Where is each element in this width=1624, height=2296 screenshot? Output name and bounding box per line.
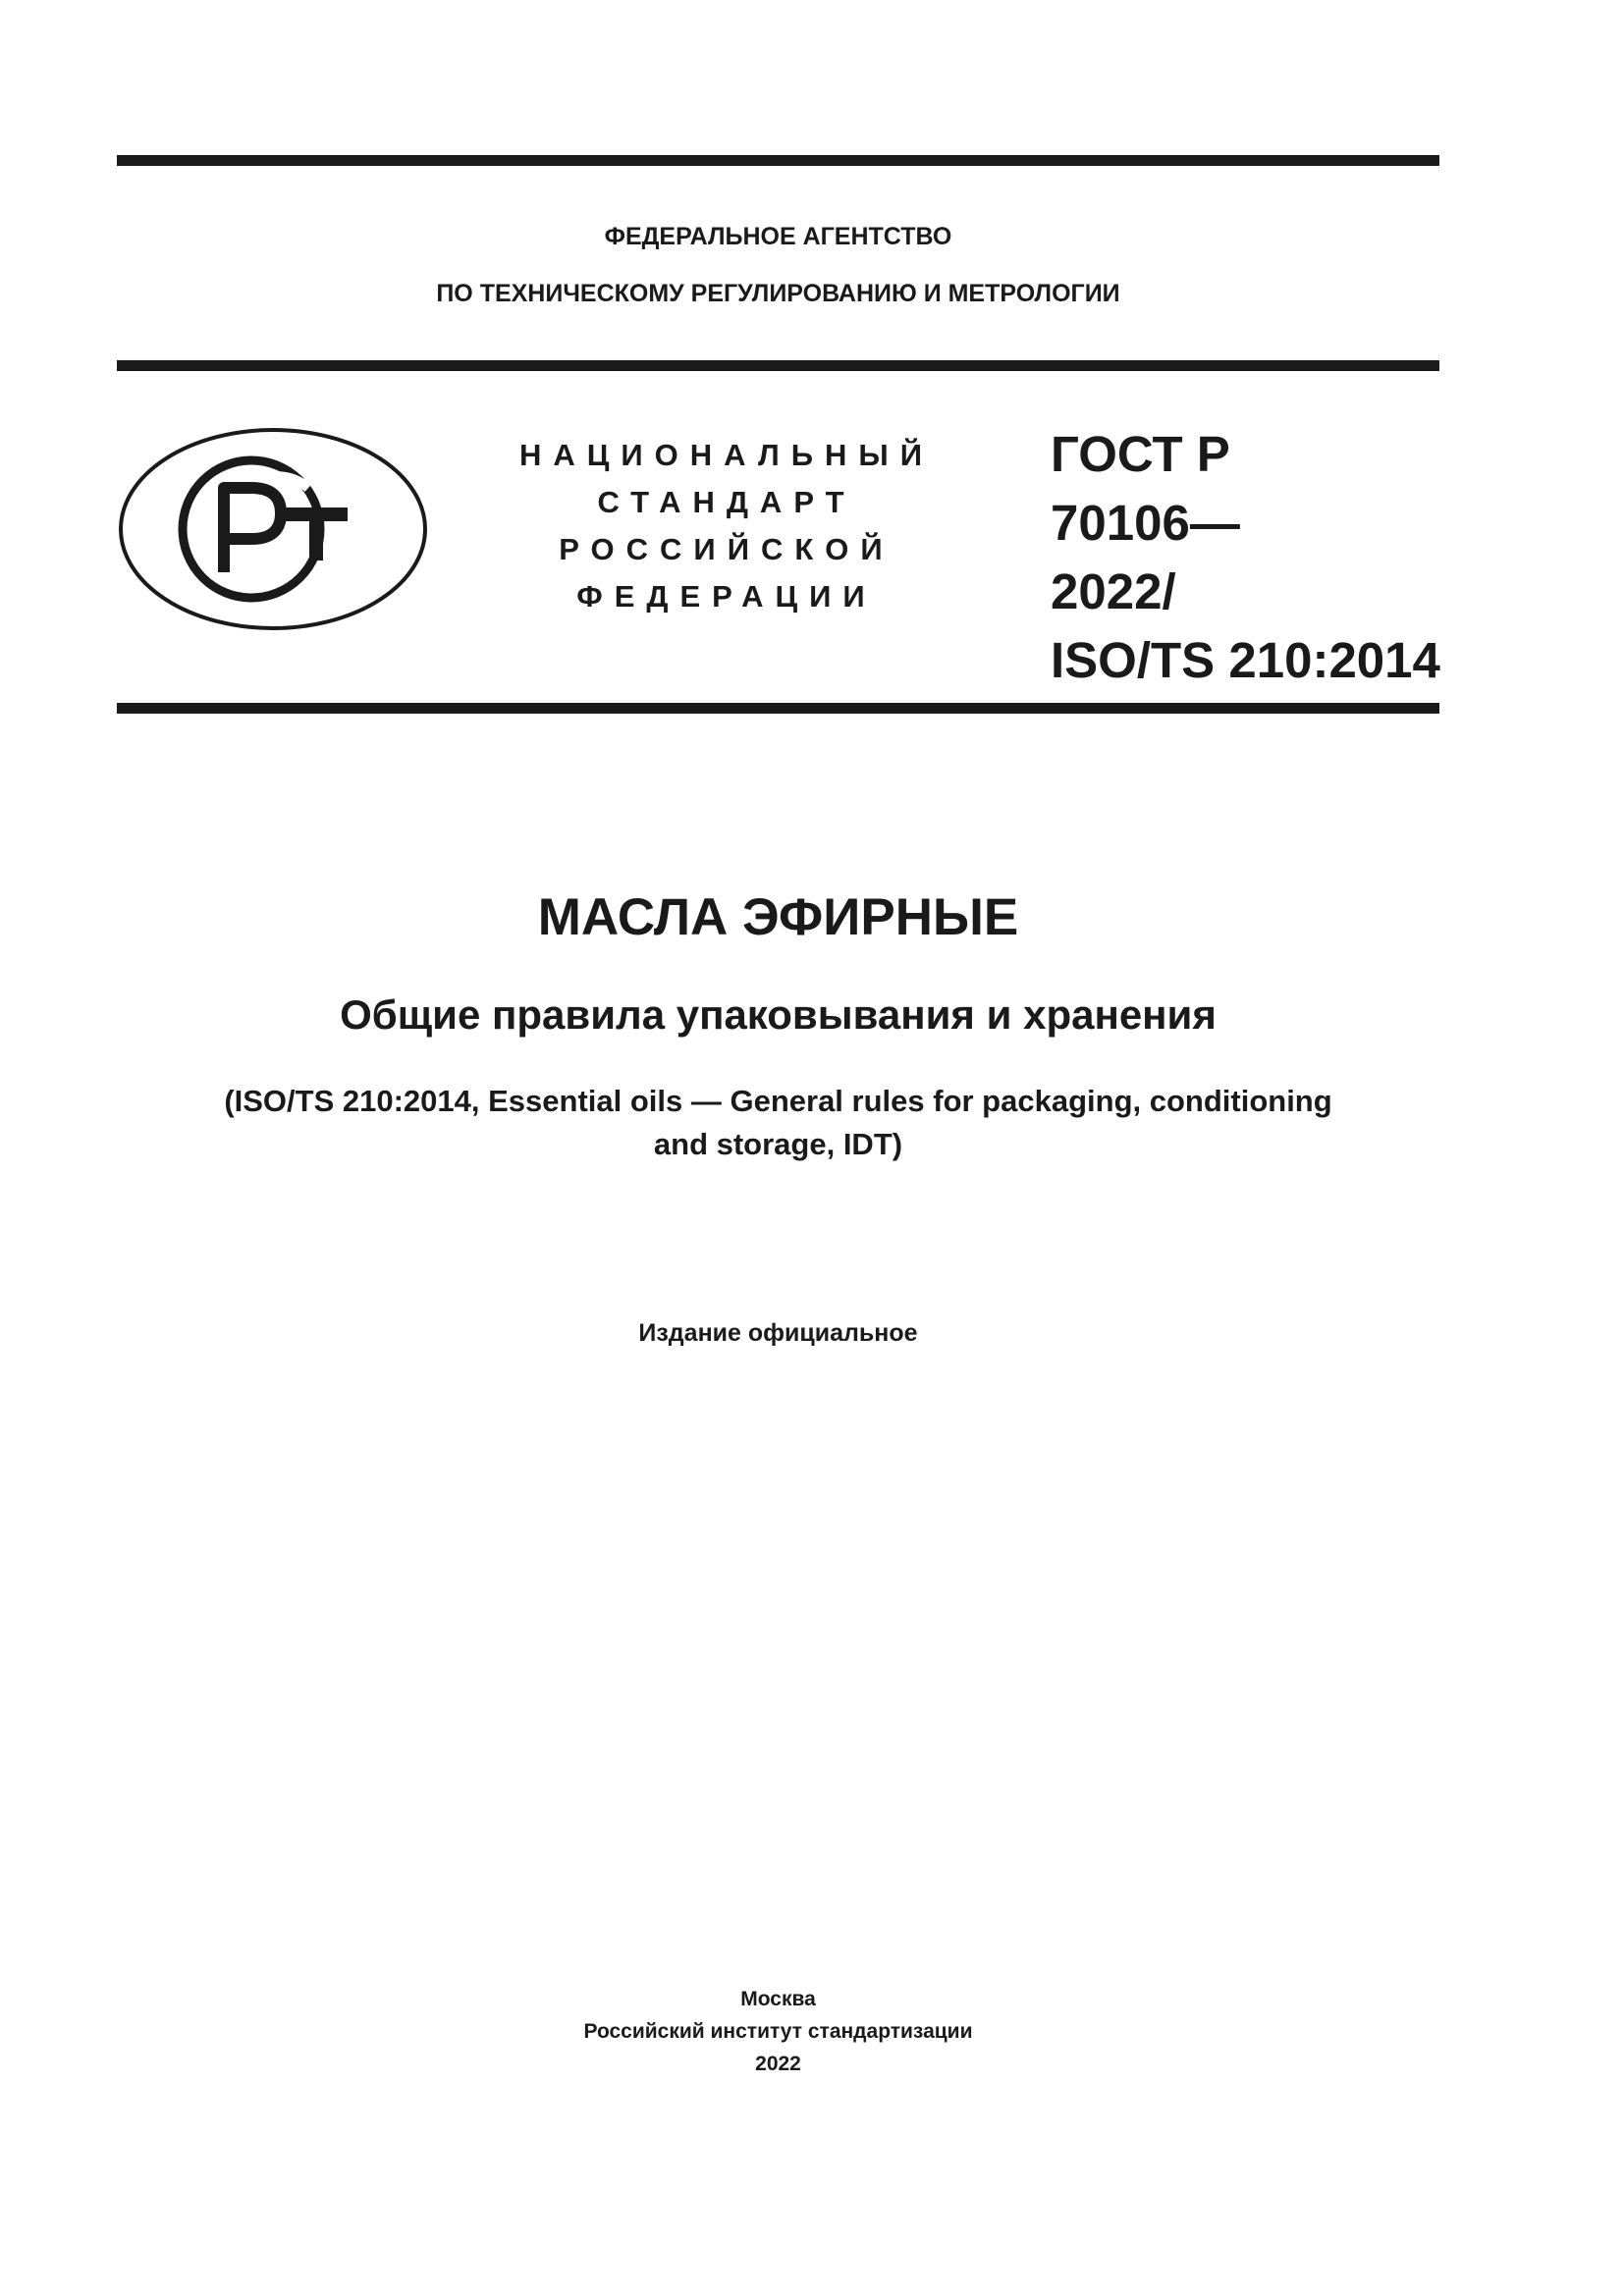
- gost-line-2: 70106—: [1051, 495, 1240, 551]
- iso-reference: [117, 1080, 1439, 1166]
- imprint-city: Москва: [740, 1988, 816, 2010]
- national-standard-line-2: СТАНДАРТ: [597, 485, 856, 519]
- iso-reference-line-1: (ISO/TS 210:2014, Essential oils — General rules for packaging, conditioning: [224, 1084, 1332, 1118]
- bottom-rule: [117, 703, 1439, 714]
- edition-label: Издание официальное: [638, 1319, 918, 1347]
- imprint-publisher: Российский институт стандартизации: [583, 2020, 973, 2043]
- top-rule: [117, 155, 1439, 166]
- national-standard-label: [501, 432, 952, 620]
- national-standard-line-1: НАЦИОНАЛЬНЫЙ: [518, 438, 935, 472]
- gost-line-4: ISO/TS 210:2014: [1051, 632, 1440, 688]
- national-standard-line-3: РОССИЙСКОЙ: [559, 532, 894, 566]
- agency-line-2: ПО ТЕХНИЧЕСКОМУ РЕГУЛИРОВАНИЮ И МЕТРОЛОГИИ: [436, 280, 1120, 307]
- national-standard-line-4: ФЕДЕРАЦИИ: [576, 579, 877, 614]
- agency-header: [117, 208, 1439, 322]
- gost-line-3: 2022/: [1051, 563, 1176, 619]
- middle-rule: [117, 360, 1439, 371]
- imprint-year: 2022: [755, 2053, 801, 2075]
- imprint: [117, 1983, 1439, 2080]
- document-subtitle: Общие правила упаковывания и хранения: [340, 991, 1217, 1038]
- agency-line-1: ФЕДЕРАЛЬНОЕ АГЕНТСТВО: [604, 223, 952, 250]
- iso-reference-line-2: and storage, IDT): [653, 1127, 903, 1161]
- rst-logo-icon: [116, 425, 430, 633]
- gost-line-1: ГОСТ Р: [1051, 426, 1230, 482]
- gost-designation: [1051, 420, 1440, 695]
- document-title: МАСЛА ЭФИРНЫЕ: [537, 888, 1019, 946]
